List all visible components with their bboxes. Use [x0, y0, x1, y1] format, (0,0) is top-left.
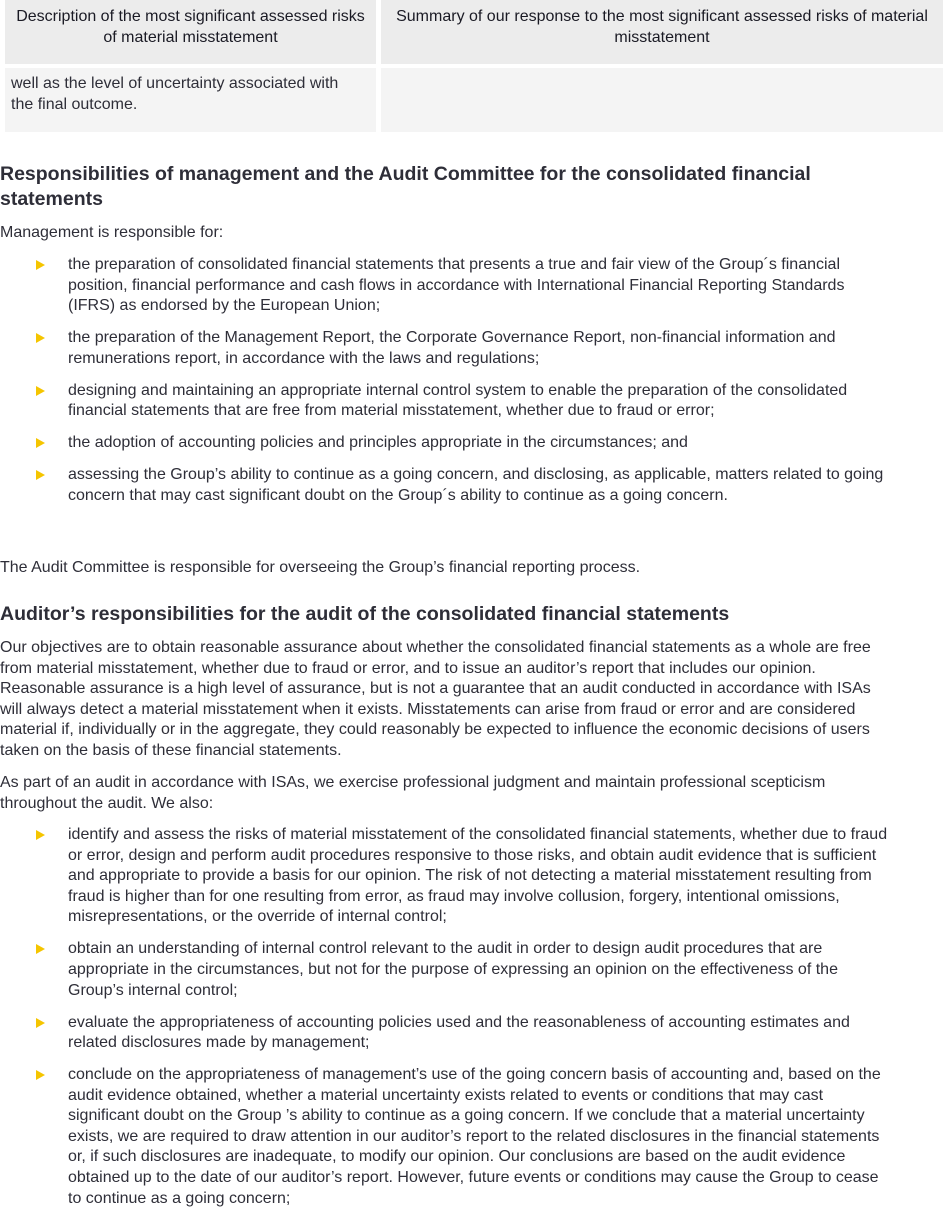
list-item-text: the preparation of consolidated financial statements that presents a true and fair view of the Group´s financial position, financial performance and cash flows in accordance with International Financial Reporting Standards (IFRS) as endorsed by the European Union;	[68, 256, 845, 315]
risk-table	[5, 0, 943, 132]
triangle-bullet-icon	[36, 386, 45, 396]
list-item	[0, 255, 890, 317]
triangle-bullet-icon	[36, 333, 45, 343]
audit-committee-statement: The Audit Committee is responsible for overseeing the Group’s financial reporting process.	[0, 559, 641, 576]
audit-approach-paragraph: As part of an audit in accordance with ISAs, we exercise professional judgment and maintain professional scepticism throughout the audit. We also:	[0, 774, 826, 812]
triangle-bullet-icon	[36, 1018, 45, 1028]
list-item	[0, 1065, 890, 1209]
list-item-text: designing and maintaining an appropriate internal control system to enable the preparation of the consolidated financial statements that are free from material misstatement, whether due to fraud or error;	[68, 381, 848, 420]
list-item	[0, 328, 890, 369]
triangle-bullet-icon	[36, 944, 45, 954]
management-responsibilities-list	[0, 255, 890, 507]
triangle-bullet-icon	[36, 1070, 45, 1080]
list-item-text: obtain an understanding of internal control relevant to the audit in order to design audit procedures that are appropriate in the circumstances, but not for the purpose of expressing an opinion on the effectiveness of the Group’s internal control;	[68, 940, 838, 999]
section-heading-auditor: Auditor’s responsibilities for the audit of the consolidated financial statements	[0, 603, 730, 625]
auditor-objectives-paragraph: Our objectives are to obtain reasonable assurance about whether the consolidated financial statements as a whole are free from material misstatement, whether due to fraud or error, and to issue an auditor’s report that includes our opinion. Reasonable assurance is a high level of assurance, but is not a guarantee that an audit conducted in accordance with ISAs will always detect a material misstatement when it exists. Misstatements can arise from fraud or error and are considered material if, individually or in the aggregate, they could reasonably be expected to influence the economic decisions of users taken on the basis of these financial statements.	[0, 639, 871, 759]
list-item-text: evaluate the appropriateness of accounting policies used and the reasonableness of accounting estimates and related disclosures made by management;	[68, 1013, 850, 1052]
table-header-left	[5, 0, 376, 64]
list-item	[0, 825, 890, 928]
list-item-text: the preparation of the Management Report, the Corporate Governance Report, non-financial information and remunerations report, in accordance with the laws and regulations;	[68, 329, 836, 367]
triangle-bullet-icon	[36, 470, 45, 480]
triangle-bullet-icon	[36, 830, 45, 840]
triangle-bullet-icon	[36, 260, 45, 270]
table-cell-right	[381, 68, 943, 132]
table-cell-left-text: well as the level of uncertainty associated with the final outcome.	[11, 75, 339, 113]
list-item	[0, 381, 890, 422]
table-header-left-text: Description of the most significant assessed risks of material misstatement	[16, 8, 365, 46]
table-header-right	[381, 0, 943, 64]
list-item-text: the adoption of accounting policies and principles appropriate in the circumstances; and	[68, 434, 688, 452]
management-intro: Management is responsible for:	[0, 224, 224, 241]
list-item-text: conclude on the appropriateness of management’s use of the going concern basis of accounting and, based on the audit evidence obtained, whether a material uncertainty exists related to events or conditions that may cast significant doubt on the Group ’s ability to continue as a going concern. If we conclude that a material uncertainty exists, we are required to draw attention in our auditor’s report to the related disclosures in the financial statements or, if such disclosures are inadequate, to modify our opinion. Our conclusions are based on the audit evidence obtained up to the date of our auditor’s report. However, future events or conditions may cause the Group to cease to continue as a going concern;	[68, 1066, 881, 1207]
list-item-text: assessing the Group’s ability to continue as a going concern, and disclosing, as applicable, matters related to going concern that may cast significant doubt on the Group´s ability to continue as a going concern.	[68, 466, 884, 504]
section-heading-management: Responsibilities of management and the Audit Committee for the consolidated financial statements	[0, 163, 811, 210]
triangle-bullet-icon	[36, 438, 45, 448]
list-item	[0, 433, 890, 454]
list-item	[0, 465, 890, 506]
table-header-right-text: Summary of our response to the most significant assessed risks of material misstatement	[396, 8, 928, 46]
list-item-text: identify and assess the risks of material misstatement of the consolidated financial statements, whether due to fraud or error, design and perform audit procedures responsive to those risks, and obtain audit evidence that is sufficient and appropriate to provide a basis for our opinion. The risk of not detecting a material misstatement resulting from fraud is higher than for one resulting from error, as fraud may involve collusion, forgery, intentional omissions, misrepresentations, or the override of internal control;	[68, 826, 888, 926]
list-item	[0, 939, 890, 1001]
auditor-procedures-list	[0, 825, 890, 1209]
list-item	[0, 1013, 890, 1054]
